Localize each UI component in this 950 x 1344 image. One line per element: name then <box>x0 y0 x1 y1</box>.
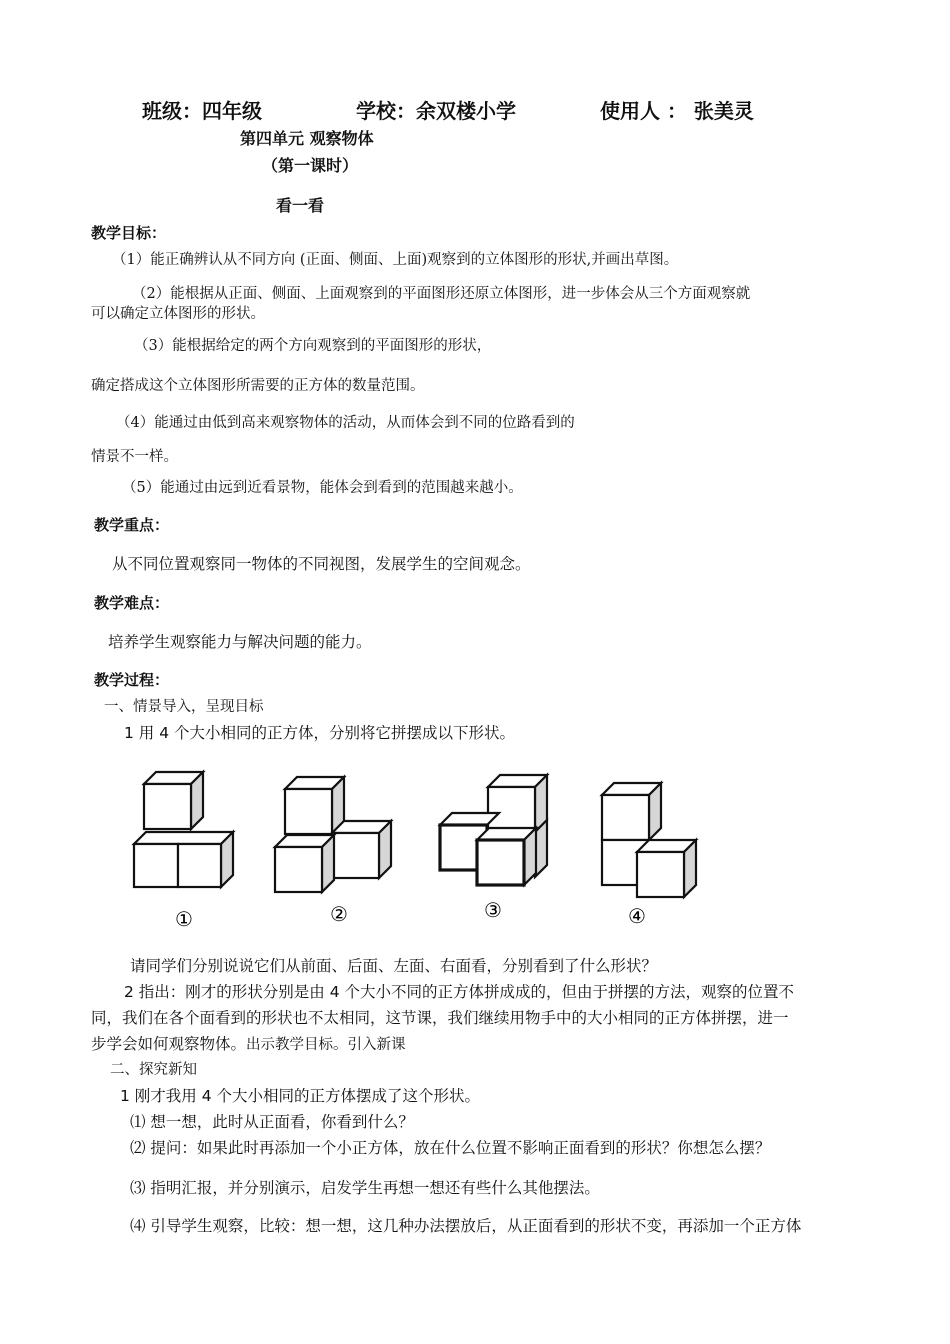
cube-figures <box>125 765 705 940</box>
objective-4-line2: 情景不一样。 <box>91 449 178 465</box>
difficulty-text: 培养学生观察能力与解决问题的能力。 <box>108 633 372 651</box>
class-label: 班级：四年级 <box>142 99 262 123</box>
unit-title: 第四单元 观察物体 <box>240 129 374 148</box>
lesson-name: 看一看 <box>276 196 325 215</box>
figure-label-4: ④ <box>628 904 646 928</box>
objective-4-line1: （4）能通过由低到高来观察物体的活动，从而体会到不同的位路看到的 <box>116 415 575 431</box>
key-point-heading: 教学重点： <box>94 516 170 534</box>
step-2-line1: 2 指出：刚才的形状分别是由 4 个大小不同的正方体拼成成的，但由于拼摆的方法，观察的位置不 <box>124 983 795 1001</box>
step-2-line3-note: 出示教学目标。引入新课 <box>246 1037 406 1053</box>
step-2-line3 <box>91 1032 406 1054</box>
section-2-question-4: ⑷ 引导学生观察，比较：想一想，这几种办法摆放后，从正面看到的形状不变，再添加一个正方体 <box>130 1217 802 1235</box>
lesson-period: （第一课时） <box>262 156 359 175</box>
section-2-question-2: ⑵ 提问：如果此时再添加一个小正方体，放在什么位置不影响正面看到的形状？你想怎么摆？ <box>130 1139 771 1157</box>
objectives-heading: 教学目标： <box>91 224 167 242</box>
objective-1: （1）能正确辨认从不同方向 (正面、侧面、上面)观察到的立体图形的形状,并画出草图。 <box>112 252 679 268</box>
question: 请同学们分别说说它们从前面、后面、左面、右面看，分别看到了什么形状？ <box>130 957 658 975</box>
figure-label-2: ② <box>330 902 348 926</box>
section-2-step-1: 1 刚才我用 4 个大小相同的正方体摆成了这个形状。 <box>120 1087 481 1105</box>
step-1: 1 用 4 个大小相同的正方体，分别将它拼摆成以下形状。 <box>124 724 516 742</box>
cube-figure-1 <box>134 772 233 887</box>
school-label: 学校：余双楼小学 <box>356 99 516 123</box>
section-1-title: 一、情景导入，呈现目标 <box>104 699 264 715</box>
objective-2-line2: 可以确定立体图形的形状。 <box>91 306 265 322</box>
cube-figure-3 <box>440 775 547 885</box>
step-2-line2: 同，我们在各个面看到的形状也不太相同，这节课，我们继续用物手中的大小相同的正方体拼摆，进一 <box>91 1009 789 1027</box>
difficulty-heading: 教学难点： <box>94 594 170 612</box>
user-label: 使用人 ： 张美灵 <box>600 99 754 123</box>
objective-2-line1: （2）能根据从正面、侧面、上面观察到的平面图形还原立体图形，进一步体会从三个方面观察就 <box>132 286 751 302</box>
objective-5: （5）能通过由远到近看景物，能体会到看到的范围越来越小。 <box>122 480 523 496</box>
section-2-question-3: ⑶ 指明汇报，并分别演示，启发学生再想一想还有些什么其他摆法。 <box>130 1179 600 1197</box>
section-2-title: 二、探究新知 <box>110 1062 197 1078</box>
objective-3-line1: （3）能根据给定的两个方向观察到的平面图形的形状， <box>134 338 492 354</box>
figure-label-3: ③ <box>484 898 502 922</box>
figure-label-1: ① <box>175 907 193 931</box>
key-point-text: 从不同位置观察同一物体的不同视图，发展学生的空间观念。 <box>112 555 531 573</box>
cube-figure-4 <box>602 783 696 897</box>
process-heading: 教学过程： <box>94 671 170 689</box>
objective-3-line2: 确定搭成这个立体图形所需要的正方体的数量范围。 <box>91 378 425 394</box>
section-2-question-1: ⑴ 想一想，此时从正面看，你看到什么？ <box>130 1113 414 1131</box>
cube-figure-2 <box>275 777 391 892</box>
step-2-line3-main: 步学会如何观察物体。 <box>91 1035 247 1053</box>
